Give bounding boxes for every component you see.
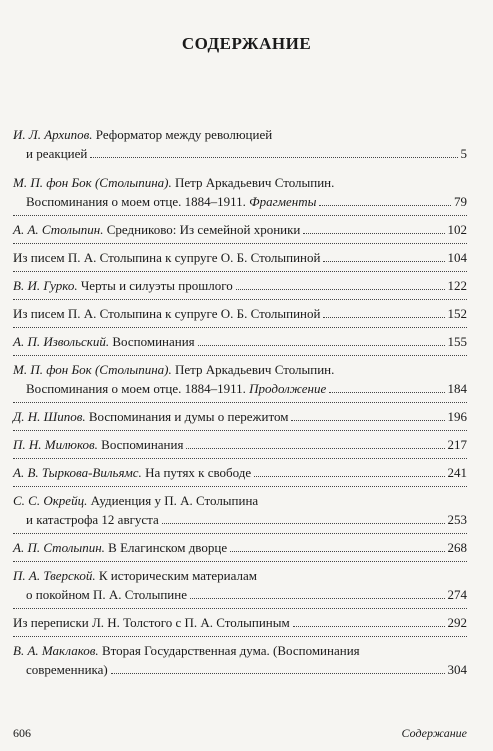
toc-entry[interactable] [13,276,467,295]
entry-separator [13,243,467,244]
toc-entry[interactable] [13,538,467,557]
entry-title: современника) [26,661,108,677]
entry-separator [13,271,467,272]
dot-leader [230,551,444,552]
toc-entry[interactable] [13,435,467,454]
entry-author: П. А. Тверской. [13,567,96,583]
dot-leader [303,233,444,234]
entry-title: На путях к свободе [145,464,252,480]
dot-leader [198,345,445,346]
entry-separator [13,299,467,300]
footer-running-title: Содержание [401,726,467,740]
entry-page-number: 79 [454,193,467,209]
table-of-contents [13,125,467,679]
entry-page-number: 104 [447,249,467,265]
entry-author: А. П. Столыпин. [13,539,105,555]
entry-page-number: 304 [447,661,467,677]
entry-suffix: Продолжение [249,380,327,396]
entry-separator [13,608,467,609]
entry-title: Петр Аркадьевич Столыпин. [174,361,335,377]
entry-title: Средниково: Из семейной хроники [106,221,301,237]
entry-author: А. П. Извольский. [13,333,110,349]
entry-title: Вторая Государственная дума. (Воспоминания [101,642,360,658]
entry-title: К историческим материалам [98,567,257,583]
entry-separator [13,486,467,487]
page-footer [13,726,467,741]
toc-entry[interactable] [13,566,467,604]
dot-leader [236,289,445,290]
entry-page-number: 184 [447,380,467,396]
entry-page-number: 152 [447,305,467,321]
entry-page-number: 155 [447,333,467,349]
entry-title: Воспоминания и думы о пережитом [88,408,289,424]
dot-leader [254,476,444,477]
toc-entry[interactable] [13,304,467,323]
toc-entry[interactable] [13,220,467,239]
contents-heading: СОДЕРЖАНИЕ [181,34,312,53]
footer-page-number: 606 [13,726,31,740]
dot-leader [329,392,444,393]
toc-entry[interactable] [13,360,467,398]
entry-separator [13,402,467,403]
entry-page-number: 268 [447,539,467,555]
entry-author: В. А. Маклаков. [13,642,99,658]
dot-leader [323,317,444,318]
dot-leader [162,523,445,524]
toc-entry[interactable] [13,641,467,679]
entry-author: И. Л. Архипов. [13,127,93,142]
entry-title: Из писем П. А. Столыпина к супруге О. Б. Столыпиной [13,249,321,265]
entry-separator [13,215,467,216]
entry-author: М. П. фон Бок (Столыпина). [13,361,172,377]
entry-separator [13,458,467,459]
dot-leader [190,598,445,599]
entry-page-number: 217 [447,436,467,452]
entry-title: Черты и силуэты прошлого [80,277,233,293]
entry-title: и катастрофа 12 августа [26,511,159,527]
entry-author: В. И. Гурко. [13,277,78,293]
dot-leader [111,673,445,674]
entry-author: П. Н. Милюков. [13,436,98,452]
entry-title: Из переписки Л. Н. Толстого с П. А. Столыпиным [13,614,290,630]
entry-title: и реакцией [26,146,88,161]
entry-page-number: 292 [447,614,467,630]
entry-title: Воспоминания о моем отце. 1884–1911. [26,193,246,209]
entry-page-number: 5 [460,146,467,161]
dot-leader [319,205,451,206]
entry-separator [13,636,467,637]
entry-author: М. П. фон Бок (Столыпина). [13,174,172,190]
entry-page-number: 122 [447,277,467,293]
toc-entry[interactable] [13,491,467,529]
toc-entry[interactable] [13,332,467,351]
entry-title: о покойном П. А. Столыпине [26,586,187,602]
entry-page-number: 241 [447,464,467,480]
dot-leader [293,626,445,627]
entry-title: Аудиенция у П. А. Столыпина [90,492,259,508]
entry-suffix: Фрагменты [249,193,317,209]
toc-entry[interactable] [13,407,467,426]
dot-leader [90,157,457,158]
entry-page-number: 196 [447,408,467,424]
entry-page-number: 274 [447,586,467,602]
entry-title: Воспоминания [112,333,195,349]
entry-title: Реформатор между революцией [95,127,273,142]
entry-title: В Елагинском дворце [108,539,228,555]
entry-separator [13,355,467,356]
entry-separator [13,561,467,562]
toc-entry[interactable] [13,463,467,482]
entry-author: А. А. Столыпин. [13,221,104,237]
entry-author: Д. Н. Шипов. [13,408,86,424]
entry-separator [13,430,467,431]
entry-page-number: 253 [447,511,467,527]
entry-title: Воспоминания [101,436,184,452]
entry-title: Петр Аркадьевич Столыпин. [174,174,335,190]
toc-entry[interactable] [13,248,467,267]
toc-entry[interactable] [13,613,467,632]
dot-leader [291,420,444,421]
entry-page-number: 102 [447,221,467,237]
toc-entry[interactable] [13,125,467,163]
dot-leader [323,261,444,262]
entry-separator [13,533,467,534]
entry-author: С. С. Окрейц. [13,492,88,508]
toc-entry[interactable] [13,173,467,211]
entry-title: Воспоминания о моем отце. 1884–1911. [26,380,246,396]
entry-separator [13,327,467,328]
entry-title: Из писем П. А. Столыпина к супруге О. Б. Столыпиной [13,305,321,321]
entry-author: А. В. Тыркова-Вильямс. [13,464,142,480]
dot-leader [186,448,444,449]
